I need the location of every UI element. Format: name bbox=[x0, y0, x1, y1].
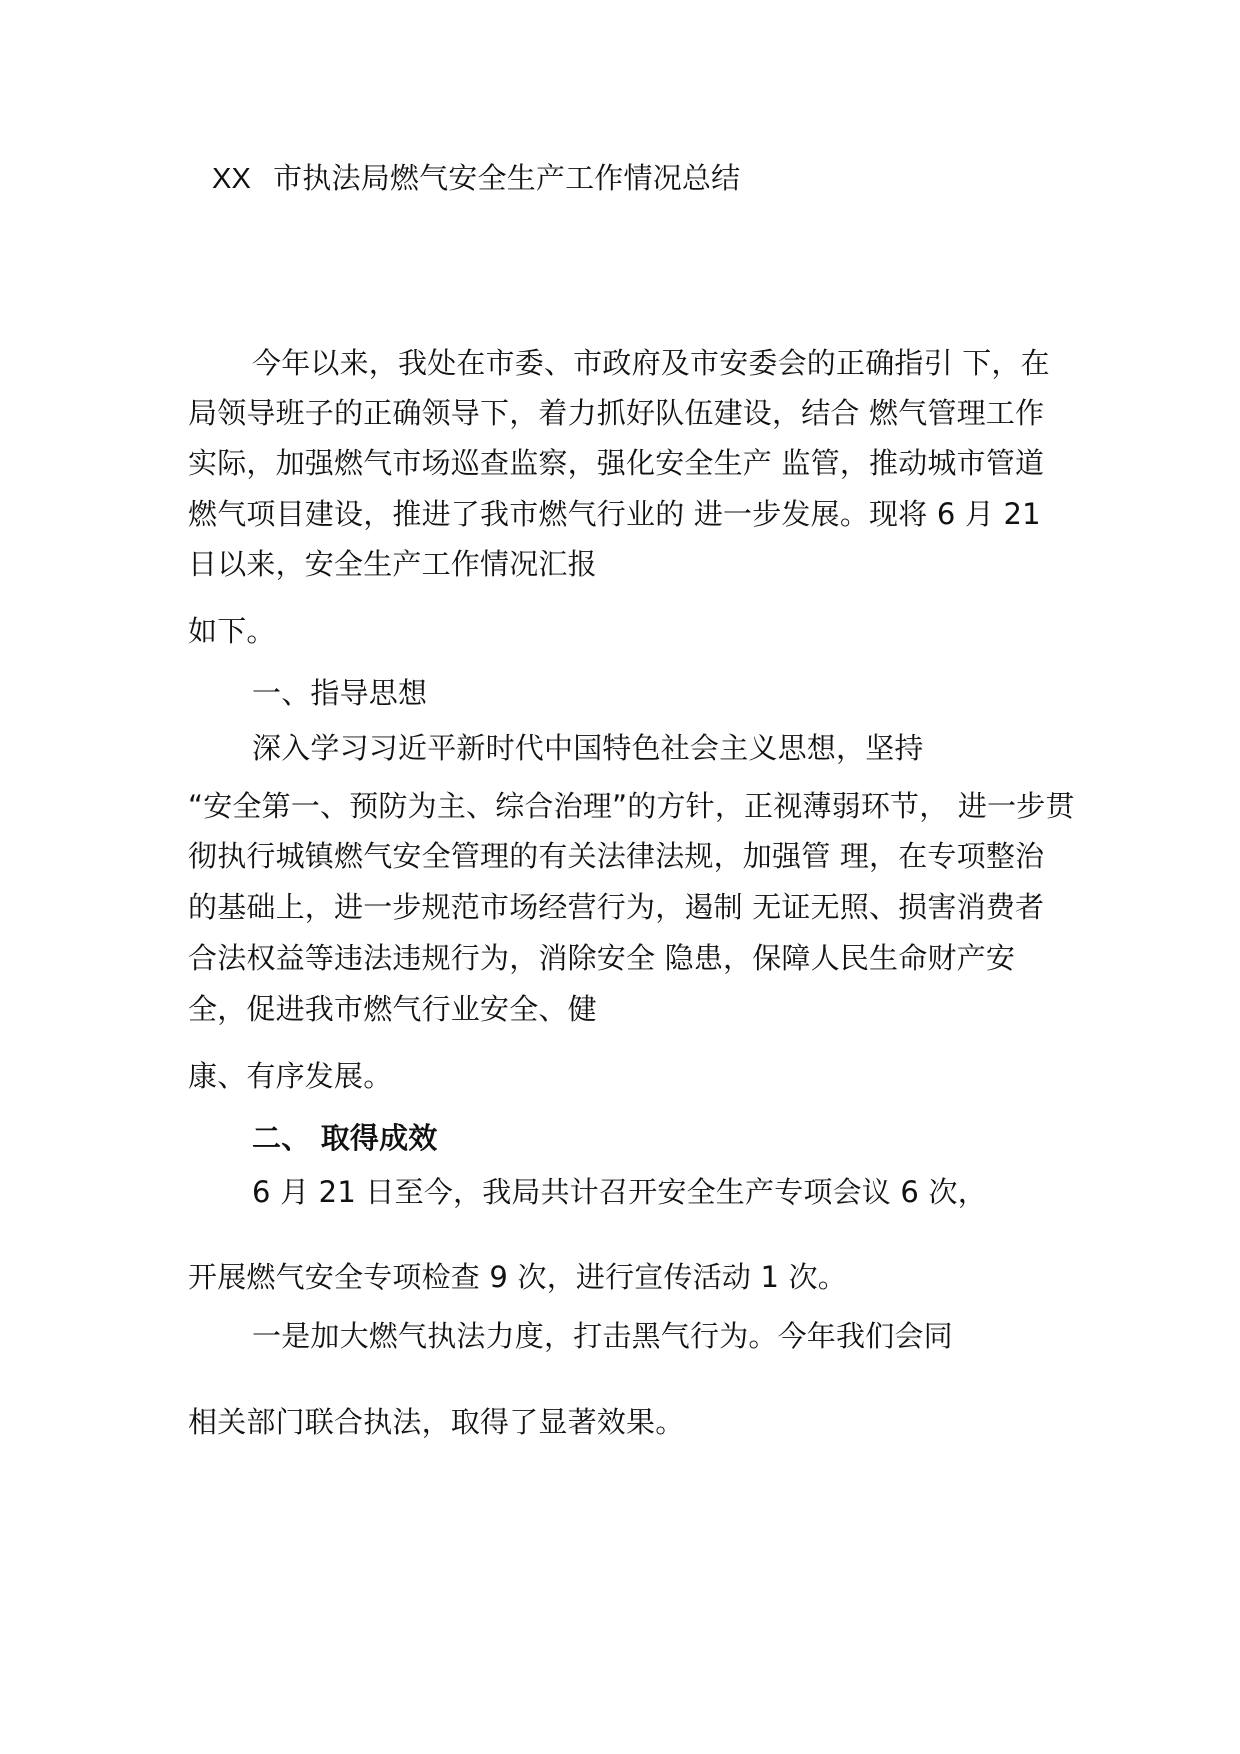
title-text: 市执法局燃气安全生产工作情况总结 bbox=[273, 161, 741, 195]
paragraph-line: 实际，加强燃气市场巡查监察，强化安全生产 监管，推动城市管道 bbox=[188, 446, 1045, 480]
paragraph-line: 一是加大燃气执法力度，打击黑气行为。今年我们会同 bbox=[252, 1319, 953, 1353]
paragraph-line: 燃气项目建设，推进了我市燃气行业的 进一步发展。现将 6 月 21 bbox=[188, 497, 1041, 531]
paragraph-line: 的基础上，进一步规范市场经营行为，遏制 无证无照、损害消费者 bbox=[188, 890, 1045, 924]
paragraph-line: 合法权益等违法违规行为，消除安全 隐患，保障人民生命财产安 bbox=[188, 941, 1016, 975]
paragraph-line: 局领导班子的正确领导下，着力抓好队伍建设，结合 燃气管理工作 bbox=[188, 396, 1045, 430]
document-title bbox=[212, 158, 740, 199]
paragraph-line: 如下。 bbox=[188, 614, 276, 648]
paragraph-line: 康、有序发展。 bbox=[188, 1059, 393, 1093]
paragraph-line: 全，促进我市燃气行业安全、健 bbox=[188, 992, 597, 1026]
section-heading: 二、 取得成效 bbox=[252, 1121, 438, 1155]
paragraph-line: 彻执行城镇燃气安全管理的有关法律法规，加强管 理，在专项整治 bbox=[188, 839, 1045, 873]
paragraph-line: 6 月 21 日至今，我局共计召开安全生产专项会议 6 次， bbox=[252, 1175, 987, 1209]
paragraph-line: 相关部门联合执法，取得了显著效果。 bbox=[188, 1405, 685, 1439]
paragraph-line: 日以来，安全生产工作情况汇报 bbox=[188, 547, 597, 581]
paragraph-line: 深入学习习近平新时代中国特色社会主义思想，坚持 bbox=[252, 731, 924, 765]
paragraph-line: 今年以来，我处在市委、市政府及市安委会的正确指引 下，在 bbox=[252, 346, 1050, 380]
paragraph-line: “安全第一、预防为主、综合治理”的方针，正视薄弱环节， 进一步贯 bbox=[188, 789, 1075, 823]
title-code: XX bbox=[212, 163, 252, 195]
section-heading: 一、指导思想 bbox=[252, 676, 428, 710]
paragraph-line: 开展燃气安全专项检查 9 次，进行宣传活动 1 次。 bbox=[188, 1260, 847, 1294]
